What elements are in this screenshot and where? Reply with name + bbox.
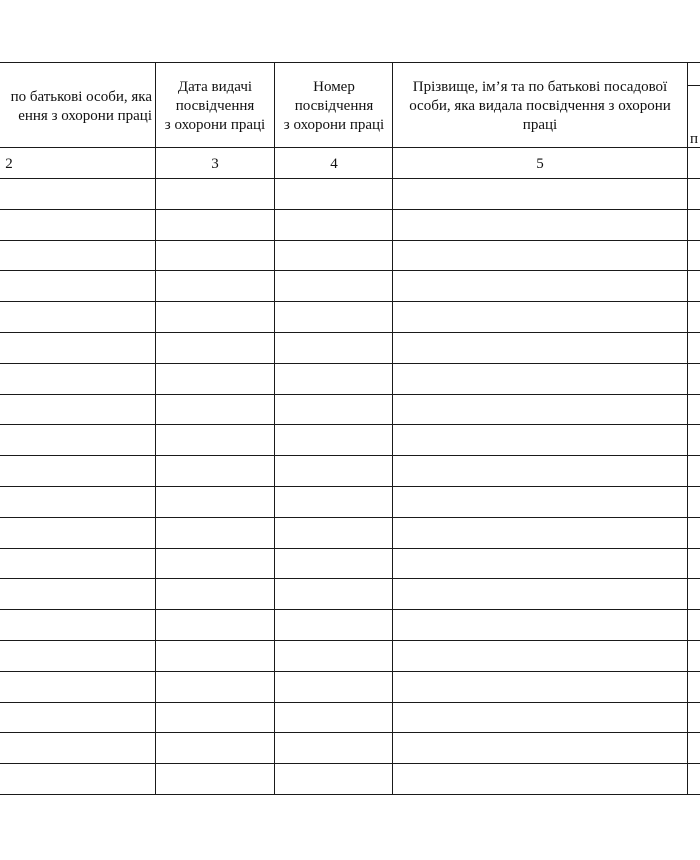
column-header-issue-date-line-3: з охорони праці	[164, 117, 266, 133]
column-number-4: 4	[330, 156, 338, 172]
row-divider	[0, 609, 700, 610]
row-divider	[0, 640, 700, 641]
column-header-next-fragment-line-1: п	[690, 131, 699, 147]
column-number-3: 3	[211, 156, 219, 172]
column-divider-2	[274, 62, 275, 794]
table-top-border	[0, 62, 700, 63]
column-header-issue-date-line-2: посвідчення	[175, 98, 255, 114]
column-header-certificate-number	[275, 78, 393, 135]
column-header-certificate-number-line-2: посвідчення	[294, 98, 374, 114]
row-divider	[0, 702, 700, 703]
row-divider	[0, 240, 700, 241]
column-header-issuing-official	[393, 78, 687, 135]
row-divider	[0, 270, 700, 271]
column-number-2: 2	[5, 156, 13, 172]
column-header-certificate-number-line-1: Номер	[313, 79, 355, 95]
column-header-name-line-1: по батькові особи, яка	[10, 89, 152, 105]
table-bottom-border	[0, 794, 700, 795]
column-header-name	[0, 88, 152, 126]
column-header-issuing-official-line-2: особи, яка видала посвідчення з охорони	[409, 98, 671, 114]
row-divider	[0, 671, 700, 672]
row-divider	[0, 578, 700, 579]
row-divider	[0, 363, 700, 364]
header-bottom-border	[0, 147, 700, 148]
column-header-issue-date	[156, 78, 274, 135]
column-header-issue-date-line-1: Дата видачі	[177, 79, 253, 95]
row-divider	[0, 486, 700, 487]
row-divider	[0, 332, 700, 333]
row-divider	[0, 548, 700, 549]
number-row-bottom-border	[0, 178, 700, 179]
column-number-5: 5	[536, 156, 544, 172]
column-header-issuing-official-line-3: праці	[522, 117, 558, 133]
column-header-issuing-official-line-1: Прізвище, ім’я та по батькові посадової	[412, 79, 668, 95]
column-divider-3	[392, 62, 393, 794]
row-divider	[0, 732, 700, 733]
row-divider	[0, 455, 700, 456]
row-divider	[0, 209, 700, 210]
row-divider	[0, 394, 700, 395]
row-divider	[0, 301, 700, 302]
header-subcolumn-rule	[688, 85, 700, 86]
row-divider	[0, 424, 700, 425]
column-header-name-line-2: ення з охорони праці	[18, 108, 152, 124]
column-header-certificate-number-line-3: з охорони праці	[283, 117, 385, 133]
column-divider-4	[687, 62, 688, 794]
row-divider	[0, 517, 700, 518]
column-divider-1	[155, 62, 156, 794]
row-divider	[0, 763, 700, 764]
